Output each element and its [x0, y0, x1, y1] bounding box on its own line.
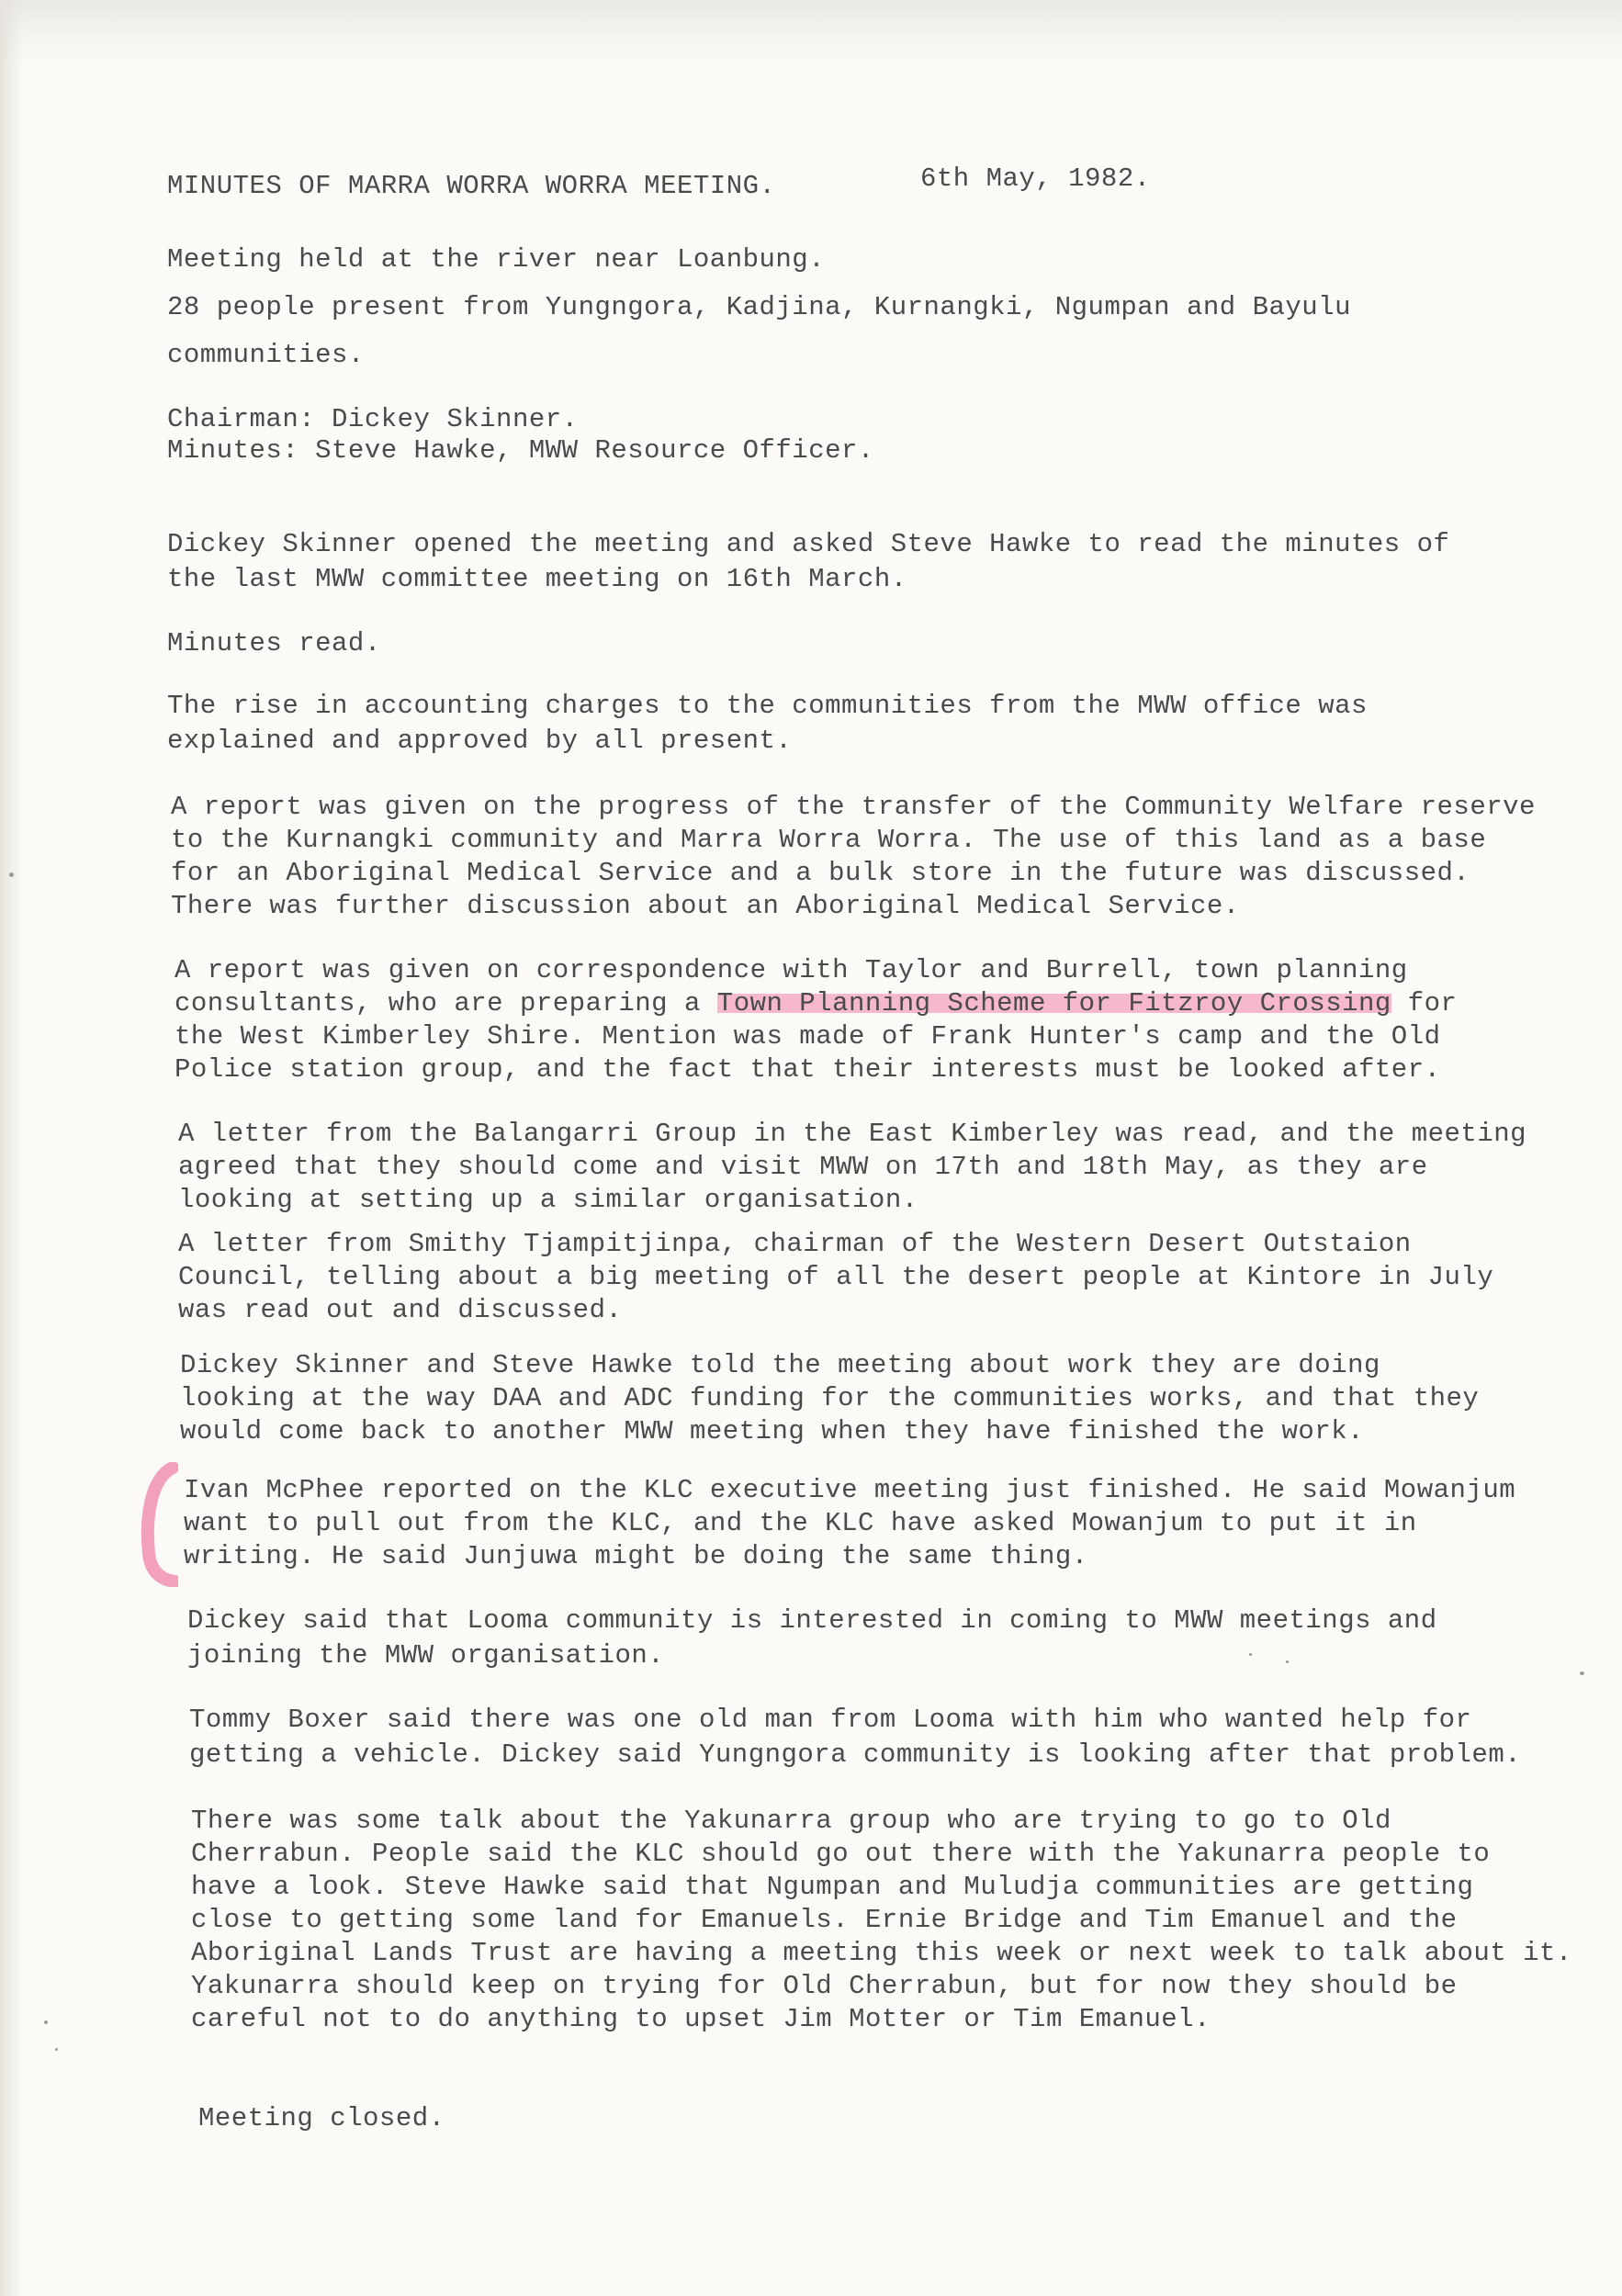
paragraph-line: Council, telling about a big meeting of all the desert people at Kintore in July: [178, 1262, 1494, 1292]
paragraph-line: There was further discussion about an Aboriginal Medical Service.: [171, 891, 1240, 921]
scan-speck: [55, 2048, 58, 2051]
paragraph-line: want to pull out from the KLC, and the KLC have asked Mowanjum to put it in: [184, 1508, 1417, 1538]
paragraph-line: A letter from Smithy Tjampitjinpa, chairman of the Western Desert Outstaion: [178, 1229, 1412, 1259]
paragraph-line: Yakunarra should keep on trying for Old Cherrabun, but for now they should be: [191, 1971, 1458, 2001]
paragraph-line: Dickey said that Looma community is interested in coming to MWW meetings and: [187, 1605, 1437, 1636]
paragraph-line: looking at setting up a similar organisation.: [178, 1185, 918, 1215]
document-date: 6th May, 1982.: [920, 163, 1151, 194]
line-text: for: [1391, 988, 1458, 1019]
paragraph-line: to the Kurnangki community and Marra Worra Worra. The use of this land as a base: [171, 825, 1487, 855]
paragraph-line: The rise in accounting charges to the communities from the MWW office was: [167, 691, 1368, 721]
paragraph-line: was read out and discussed.: [178, 1295, 623, 1325]
paragraph-line: There was some talk about the Yakunarra group who are trying to go to Old: [191, 1806, 1391, 1836]
document-title: MINUTES OF MARRA WORRA WORRA MEETING.: [167, 171, 776, 201]
attendance-line: 28 people present from Yungngora, Kadjina, Kurnangki, Ngumpan and Bayulu: [167, 292, 1352, 322]
paragraph-line: would come back to another MWW meeting when they have finished the work.: [180, 1416, 1365, 1446]
scan-speck: [44, 2020, 48, 2024]
scan-speck: [1249, 1653, 1252, 1656]
paragraph-line: A letter from the Balangarri Group in the East Kimberley was read, and the meeting: [178, 1119, 1527, 1149]
attendance-line: communities.: [167, 340, 365, 370]
paragraph-line: have a look. Steve Hawke said that Ngumpan and Muludja communities are getting: [191, 1872, 1474, 1902]
scan-speck: [9, 872, 14, 877]
line-text: consultants, who are preparing a: [175, 988, 717, 1019]
paragraph-line: for an Aboriginal Medical Service and a bulk store in the future was discussed.: [171, 858, 1470, 888]
scan-speck: [1286, 1660, 1289, 1663]
paragraph-line: explained and approved by all present.: [167, 726, 793, 756]
paragraph-line: the West Kimberley Shire. Mention was made of Frank Hunter's camp and the Old: [175, 1021, 1441, 1052]
paragraph-line: joining the MWW organisation.: [187, 1640, 665, 1671]
paragraph-line: close to getting some land for Emanuels. Ernie Bridge and Tim Emanuel and the: [191, 1905, 1458, 1935]
paragraph-line: agreed that they should come and visit MWW on 17th and 18th May, as they are: [178, 1152, 1428, 1182]
pink-highlighter-bracket: [138, 1462, 178, 1587]
paragraph-line: Dickey Skinner opened the meeting and asked Steve Hawke to read the minutes of: [167, 529, 1450, 559]
paragraph-line: careful not to do anything to upset Jim Motter or Tim Emanuel.: [191, 2004, 1211, 2034]
paragraph-line: A report was given on the progress of the transfer of the Community Welfare reserve: [171, 792, 1536, 822]
paragraph-line: Cherrabun. People said the KLC should go out there with the Yakunarra people to: [191, 1839, 1491, 1869]
paragraph-line: writing. He said Junjuwa might be doing the same thing.: [184, 1541, 1088, 1571]
paragraph-line: Police station group, and the fact that their interests must be looked after.: [175, 1054, 1441, 1085]
chairman-line: Chairman: Dickey Skinner.: [167, 404, 579, 434]
highlighted-text: Town Planning Scheme for Fitzroy Crossing: [716, 988, 1391, 1019]
minutes-by-line: Minutes: Steve Hawke, MWW Resource Officer.: [167, 435, 874, 466]
scan-edge-left: [0, 0, 24, 2296]
scan-edge-top: [0, 0, 1622, 64]
paragraph-minutes-read: Minutes read.: [167, 628, 381, 658]
meeting-closed: Meeting closed.: [198, 2103, 445, 2133]
heading-row: [167, 163, 1361, 208]
paragraph-line: getting a vehicle. Dickey said Yungngora community is looking after that problem.: [189, 1739, 1522, 1770]
scan-speck: [1580, 1671, 1584, 1675]
meeting-location: Meeting held at the river near Loanbung.: [167, 244, 826, 275]
paragraph-line: the last MWW committee meeting on 16th March.: [167, 564, 907, 594]
paragraph-line: [175, 988, 1457, 1019]
paragraph-line: Ivan McPhee reported on the KLC executive meeting just finished. He said Mowanjum: [184, 1475, 1516, 1505]
paragraph-line: looking at the way DAA and ADC funding for the communities works, and that they: [180, 1383, 1480, 1413]
paragraph-line: Aboriginal Lands Trust are having a meeting this week or next week to talk about it.: [191, 1938, 1572, 1968]
paragraph-line: Dickey Skinner and Steve Hawke told the meeting about work they are doing: [180, 1350, 1380, 1380]
paragraph-line: A report was given on correspondence with Taylor and Burrell, town planning: [175, 955, 1408, 985]
paragraph-line: Tommy Boxer said there was one old man from Looma with him who wanted help for: [189, 1705, 1472, 1735]
